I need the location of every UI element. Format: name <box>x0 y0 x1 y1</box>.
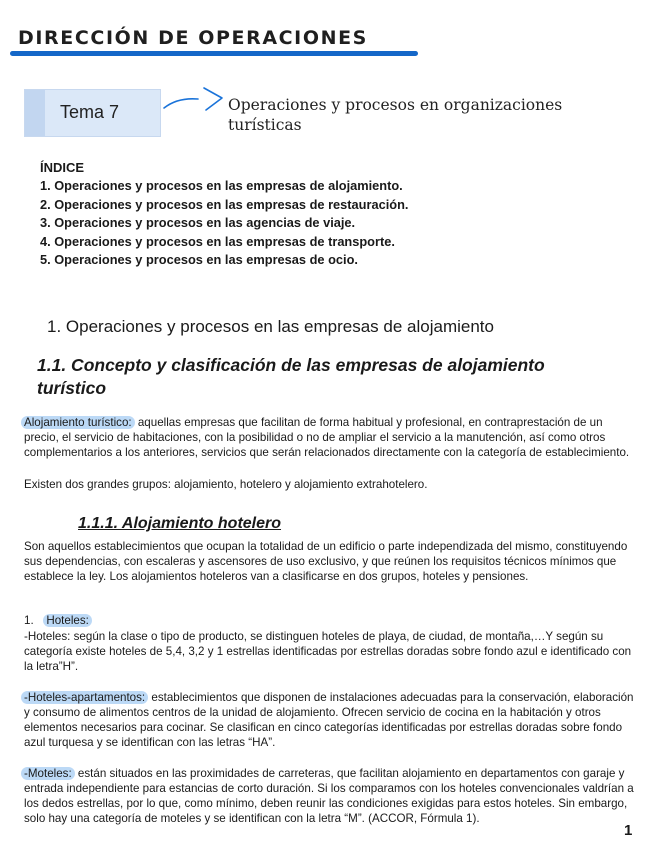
definition-text: aquellas empresas que facilitan de forma habitual y profesional, en contraprestación de un precio, el servicio de habitaciones, con la posibilidad o no de ampliar el servicio a la manutención, así como otros complementarios a los anteriores, servicios que serán relacionados directamente con la categoría de establecimiento. <box>24 416 630 459</box>
hoteles-text: según la clase o tipo de producto, se distinguen hoteles de playa, de ciudad, de montaña,…Y según su categoría existe hoteles de 5,4, 3,2 y 1 estrellas identificadas por estrellas doradas sobre fondo azul e identificado con la letra”H”. <box>24 630 632 673</box>
topic-title: Operaciones y procesos en organizaciones turísticas <box>228 96 563 134</box>
hoteles-term: -Hoteles: <box>24 630 71 643</box>
index-list <box>40 177 408 270</box>
definition-paragraph <box>24 415 636 460</box>
hoteles-paragraph <box>24 629 636 674</box>
index-heading: ÍNDICE <box>40 160 85 175</box>
index-item: 5. Operaciones y procesos en las empresas de ocio. <box>40 252 358 268</box>
list-number: 1. <box>24 614 34 627</box>
moteles-text: están situados en las proximidades de carreteras, que facilitan alojamiento en departamentos con garaje y entrada independiente para estancias de corto duración. Si los comparamos con los hoteles convencionales valdrían a los dedos estrellas, por lo que, como mínimo, deben reunir las condiciones exigidas para estos hoteles. Sin embargo, solo hay una categoría de moteles y se identifican con la letra “M”. (ACCOR, Fórmula 1). <box>24 767 634 825</box>
numbered-list-item <box>24 613 92 628</box>
arrow-icon <box>162 86 226 114</box>
topic-label: Tema 7 <box>60 102 120 122</box>
index-item: 1. Operaciones y procesos en las empresas de alojamiento. <box>40 178 403 193</box>
groups-paragraph: Existen dos grandes grupos: alojamiento, hotelero y alojamiento extrahotelero. <box>24 478 428 491</box>
title-underline <box>10 51 418 56</box>
section-1-heading: 1. Operaciones y procesos en las empresas de alojamiento <box>47 317 494 336</box>
index-item: 2. Operaciones y procesos en las empresas de restauración. <box>40 196 409 212</box>
hoteles-apartamentos-term: -Hoteles-apartamentos: <box>21 691 148 704</box>
index-item: 4. Operaciones y procesos en las empresas de transporte. <box>40 233 395 249</box>
section-1-1-1-heading: 1.1.1. Alojamiento hotelero <box>78 515 282 532</box>
section-1-1-heading: 1.1. Concepto y clasificación de las empresas de alojamiento turístico <box>37 355 545 398</box>
list-label: Hoteles: <box>43 614 92 627</box>
topic-box <box>24 89 161 137</box>
topic-box-strip <box>25 90 45 136</box>
hoteles-apartamentos-paragraph <box>24 690 636 750</box>
hotel-intro-paragraph: Son aquellos establecimientos que ocupan la totalidad de un edificio o parte independizada del mismo, constituyendo sus dependencias, con escaleras y ascensores de uso exclusivo, y que reúnen los requisitos técnicos mínimos que establece la ley. Los alojamientos hoteleros van a clasificarse en dos grupos, hoteles y pensiones. <box>24 540 628 583</box>
moteles-term: -Moteles: <box>21 767 75 780</box>
definition-term: Alojamiento turístico: <box>21 416 135 429</box>
page-number: 1 <box>624 822 633 839</box>
moteles-paragraph <box>24 766 636 826</box>
index-item: 3. Operaciones y procesos en las agencias de viaje. <box>40 215 356 231</box>
document-title: DIRECCIÓN DE OPERACIONES <box>18 27 368 49</box>
hoteles-apartamentos-text: establecimientos que disponen de instalaciones adecuadas para la conservación, elaboración y consumo de alimentos centros de la unidad de alojamiento. Ofrecen servicio de cocina en la habitación y otros elementos necesarios para cocinar. Se clasifican en cinco categorías identificadas por estrellas doradas sobre fondo azul turquesa y se identifican con las letras “HA”. <box>24 691 634 749</box>
